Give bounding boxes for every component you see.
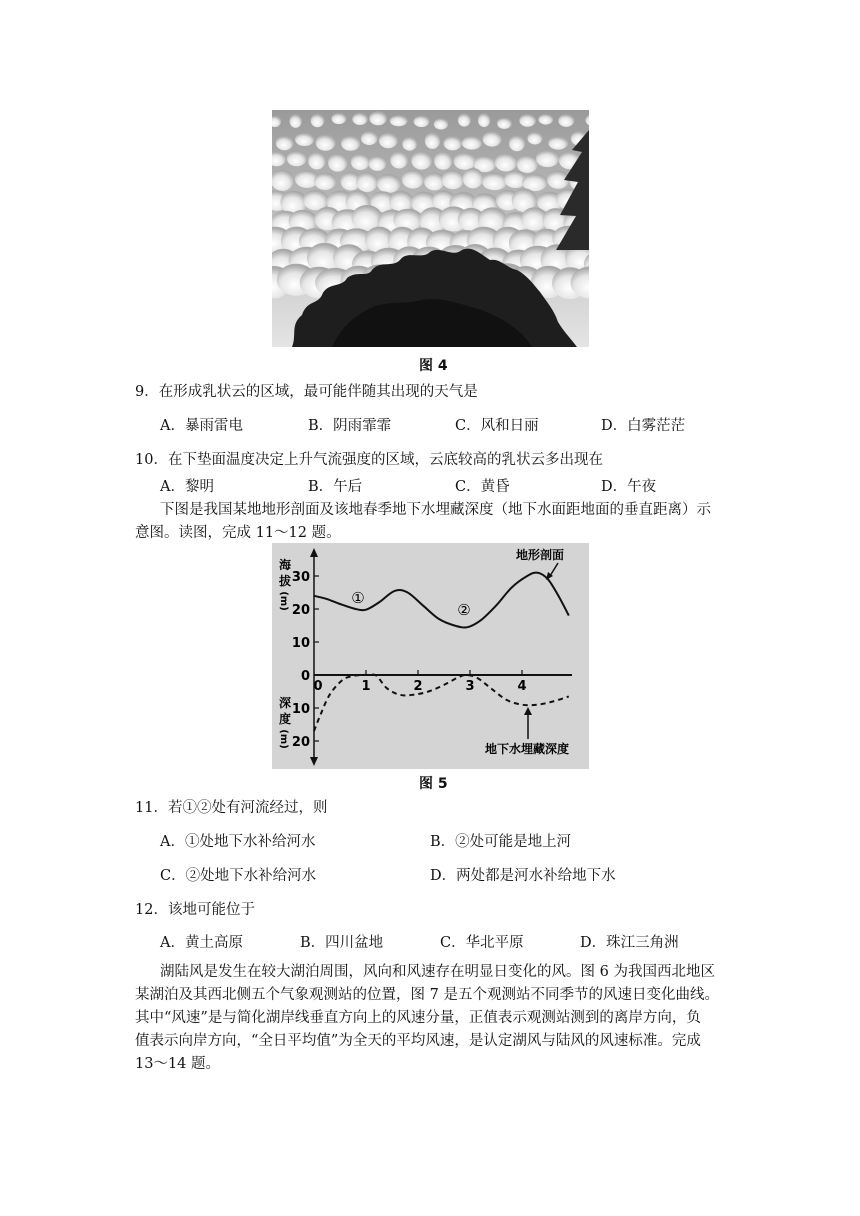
cloud-bulb: [434, 118, 449, 129]
groundwater-depth-label: 地下水埋藏深度: [485, 742, 570, 756]
cloud-bulb: [483, 131, 502, 146]
cloud-bulb: [527, 132, 542, 145]
cloud-bulb: [538, 114, 553, 125]
cloud-bulb: [478, 113, 490, 127]
figure-4-caption: 图 4: [419, 358, 448, 374]
elevation-tick-label: 10: [291, 636, 310, 651]
question-12-stem: 12．该地可能位于: [135, 902, 255, 918]
depth-tick-label: 10: [291, 702, 310, 717]
vertical-axis-arrow-up: [310, 548, 318, 557]
elevation-tick-label: 30: [291, 570, 310, 585]
cloud-bulb: [497, 118, 512, 129]
cloud-bulb: [558, 114, 574, 127]
intro-13-14-line-2: 某湖泊及其西北侧五个气象观测站的位置，图 7 是五个观测站不同季节的风速日变化曲线。: [135, 987, 719, 1003]
depth-label-char-2: 度: [278, 712, 292, 726]
cloud-bulb: [390, 115, 408, 126]
cloud-bulb: [495, 153, 517, 172]
question-11-option-d: D．两处都是河水补给地下水: [430, 868, 616, 884]
question-11-option-b: B．②处可能是地上河: [430, 834, 572, 850]
marker-1: ①: [351, 589, 365, 607]
cloud-bulb: [369, 156, 387, 171]
cloud-bulb: [341, 136, 360, 151]
groundwater-arrow-head: [524, 707, 532, 715]
intro-11-12-line-2: 意图。读图，完成 11～12 题。: [135, 525, 341, 541]
question-10-option-c: C．黄昏: [455, 479, 510, 495]
x-tick-label: 1: [361, 679, 371, 694]
question-10-option-a: A．黎明: [160, 479, 214, 495]
cloud-bulb: [361, 131, 378, 145]
intro-11-12-line-1: 下图是我国某地地形剖面及该地春季地下水埋藏深度（地下水面距地面的垂直距离）示: [160, 502, 711, 518]
cloud-bulb: [352, 113, 367, 125]
question-9-option-a: A．暴雨雷电: [160, 418, 243, 434]
question-10-option-b: B．午后: [308, 479, 363, 495]
cloud-bulb: [442, 170, 465, 189]
cloud-bulb: [314, 173, 336, 190]
terrain-groundwater-chart: [272, 543, 589, 769]
cloud-bulb: [462, 136, 482, 150]
question-11-option-a: A．①处地下水补给河水: [160, 834, 316, 850]
cloud-bulb: [458, 113, 471, 126]
groundwater-depth-line: [314, 675, 569, 732]
x-tick-label: 2: [413, 679, 423, 694]
question-9-option-b: B．阴雨霏霏: [308, 418, 392, 434]
cloud-bulb: [369, 111, 387, 125]
question-9-option-d: D．白雾茫茫: [601, 418, 686, 434]
intro-13-14-line-1: 湖陆风是发生在较大湖泊周围，风向和风速存在明显日变化的风。图 6 为我国西北地区: [160, 964, 715, 980]
question-12-option-a: A．黄土高原: [160, 935, 243, 951]
question-12-option-c: C．华北平原: [440, 935, 524, 951]
depth-label-unit: (m): [278, 729, 289, 749]
cloud-bulb: [328, 153, 348, 172]
vertical-axis-arrow-down: [310, 757, 318, 766]
question-9-stem: 9．在形成乳状云的区域，最可能伴随其出现的天气是: [135, 384, 478, 400]
x-tick-label: 4: [517, 679, 527, 694]
question-12-option-b: B．四川盆地: [300, 935, 384, 951]
figure-4-photo: [272, 110, 589, 347]
cloud-bulb: [519, 114, 536, 127]
cloud-bulb: [444, 136, 462, 150]
question-10-option-d: D．午夜: [601, 479, 657, 495]
cloud-bulb: [276, 136, 294, 150]
marker-2: ②: [457, 601, 471, 619]
terrain-label-arrow: [550, 563, 558, 576]
cloud-bulb: [311, 114, 325, 127]
question-9-option-c: C．风和日丽: [455, 418, 539, 434]
cloud-bulb: [454, 152, 477, 170]
cloud-bulb: [379, 133, 398, 149]
question-10-stem: 10．在下垫面温度决定上升气流强度的区域，云底较高的乳状云多出现在: [135, 452, 603, 468]
intro-13-14-line-5: 13～14 题。: [135, 1056, 221, 1072]
depth-tick-label: 20: [291, 735, 310, 750]
cloud-bulb: [548, 136, 568, 149]
question-11-option-c: C．②处地下水补给河水: [160, 868, 317, 884]
cloud-bulb: [390, 151, 408, 168]
intro-13-14-line-3: 其中“风速”是与简化湖岸线垂直方向上的风速分量，正值表示观测站测到的离岸方向，负: [135, 1010, 701, 1026]
cloud-bulb: [411, 151, 432, 170]
cloud-bulb: [482, 172, 508, 190]
x-tick-label: 3: [465, 679, 475, 694]
cloud-bulb: [356, 172, 378, 192]
figure-5-chart: [272, 543, 589, 769]
mammatus-cloud-photo: [272, 110, 589, 347]
intro-13-14-line-4: 值表示向岸方向，“全日平均值”为全天的平均风速，是认定湖风与陆风的风速标准。完成: [135, 1033, 701, 1049]
cloud-bulb: [351, 154, 370, 170]
figure-5-caption: 图 5: [419, 776, 448, 792]
cloud-bulb: [402, 137, 417, 151]
elevation-tick-label: 20: [291, 603, 310, 618]
cloud-bulb: [308, 152, 326, 170]
elevation-label-unit: (m): [278, 591, 289, 611]
cloud-bulb: [517, 155, 538, 173]
cloud-bulb: [287, 151, 307, 166]
elevation-label-char-1: 海: [278, 558, 292, 572]
elevation-label-char-2: 拔: [278, 574, 292, 588]
cloud-bulb: [536, 150, 559, 167]
cloud-bulb: [434, 151, 452, 170]
question-12-option-d: D．珠江三角洲: [580, 935, 679, 951]
cloud-bulb: [414, 116, 430, 127]
cloud-bulb: [377, 174, 401, 193]
cloud-bulb: [316, 134, 336, 150]
cloud-bulb: [402, 170, 424, 189]
cloud-bulb: [509, 135, 525, 151]
cloud-bulb: [331, 113, 346, 124]
cloud-bulb: [425, 132, 440, 149]
cloud-bulb: [295, 133, 314, 146]
depth-label-char-1: 深: [278, 696, 292, 710]
x-tick-label: 0: [313, 679, 323, 694]
question-11-stem: 11．若①②处有河流经过，则: [135, 800, 328, 816]
elevation-tick-label: 0: [300, 669, 310, 684]
cloud-bulb: [290, 114, 302, 128]
terrain-profile-label: 地形剖面: [516, 548, 565, 562]
cloud-bulb: [463, 168, 484, 188]
